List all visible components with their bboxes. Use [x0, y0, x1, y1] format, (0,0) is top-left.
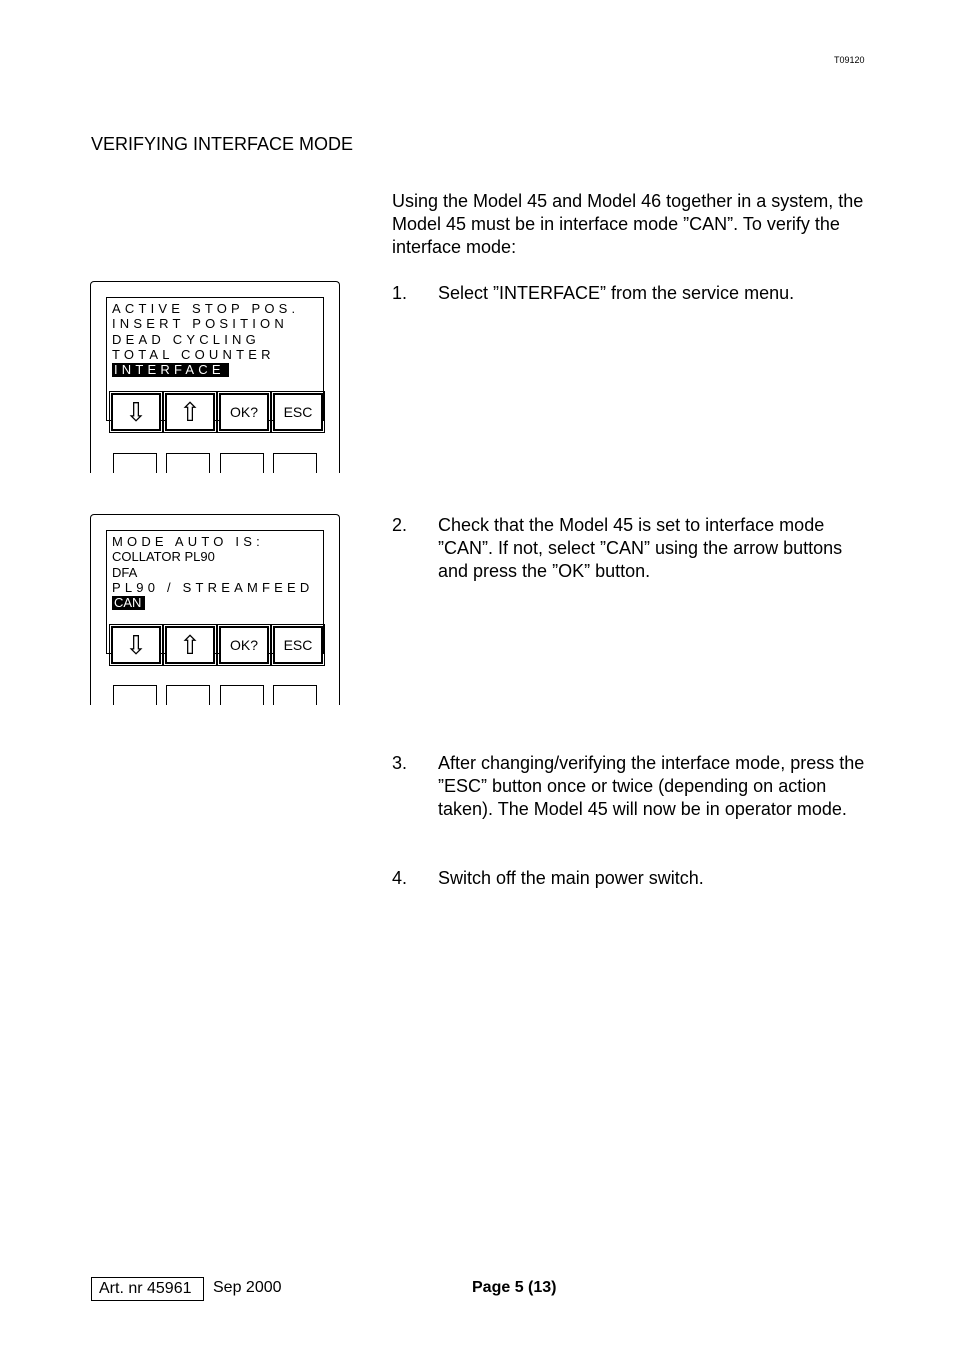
- menu-item-selected: CAN: [112, 596, 145, 610]
- article-number: Art. nr 45961: [91, 1277, 204, 1301]
- arrow-up-icon: ⇧: [179, 396, 201, 427]
- menu-item: DEAD CYCLING: [112, 331, 260, 347]
- control-panel-illustration-1: [90, 281, 340, 473]
- lcd-display: [106, 297, 324, 427]
- menu-item: TOTAL COUNTER: [112, 346, 275, 362]
- down-arrow-softkey: [111, 393, 161, 431]
- lcd-display: [106, 530, 324, 660]
- menu-item-selected: INTERFACE: [112, 363, 229, 377]
- hardware-key: [220, 453, 264, 473]
- up-arrow-softkey: [165, 393, 215, 431]
- hardware-key: [273, 453, 317, 473]
- menu-item: PL90 / STREAMFEED: [112, 579, 314, 595]
- esc-softkey: ESC: [273, 626, 323, 664]
- hardware-key: [113, 453, 157, 473]
- down-arrow-softkey: [111, 626, 161, 664]
- menu-item: ACTIVE STOP POS.: [112, 301, 300, 316]
- step-number: 2.: [392, 515, 408, 535]
- menu-lines: [112, 301, 299, 377]
- esc-softkey: ESC: [273, 393, 323, 431]
- hardware-keys: [113, 453, 318, 473]
- menu-item: DFA: [112, 564, 138, 580]
- arrow-down-icon: ⇩: [125, 396, 147, 427]
- arrow-down-icon: ⇩: [125, 629, 147, 660]
- softkey-row: [109, 393, 321, 433]
- step-text: After changing/verifying the interface mode, press the ”ESC” button once or twice (depending on action taken). The Model 45 will now be in operator mode.: [438, 753, 865, 819]
- menu-lines: [112, 534, 313, 610]
- control-panel-illustration-2: [90, 514, 340, 705]
- arrow-up-icon: ⇧: [179, 629, 201, 660]
- step-number: 1.: [392, 283, 408, 303]
- ok-softkey: OK?: [219, 393, 269, 431]
- menu-item: INSERT POSITION: [112, 316, 288, 332]
- hardware-key: [166, 685, 210, 705]
- footer-date: Sep 2000: [213, 1279, 282, 1296]
- up-arrow-softkey: [165, 626, 215, 664]
- hardware-key: [113, 685, 157, 705]
- section-title: VERIFYING INTERFACE MODE: [91, 134, 354, 154]
- step-number: 4.: [392, 868, 408, 888]
- ok-softkey: OK?: [219, 626, 269, 664]
- menu-item: COLLATOR PL90: [112, 549, 215, 565]
- hardware-keys: [113, 685, 318, 705]
- page-number: Page 5 (13): [472, 1279, 557, 1296]
- hardware-key: [220, 685, 264, 705]
- document-code: T09120: [834, 55, 865, 65]
- intro-paragraph: Using the Model 45 and Model 46 together in a system, the Model 45 must be in interface mode ”CAN”. To verify the interface mode:: [392, 191, 864, 257]
- softkey-row: [109, 626, 321, 666]
- step-text: Select ”INTERFACE” from the service menu.: [438, 283, 795, 303]
- step-number: 3.: [392, 753, 408, 773]
- step-text: Check that the Model 45 is set to interface mode ”CAN”. If not, select ”CAN” using the arrow buttons and press the ”OK” button.: [438, 515, 843, 581]
- step-text: Switch off the main power switch.: [438, 868, 704, 888]
- menu-header: MODE AUTO IS:: [112, 534, 264, 549]
- hardware-key: [273, 685, 317, 705]
- hardware-key: [166, 453, 210, 473]
